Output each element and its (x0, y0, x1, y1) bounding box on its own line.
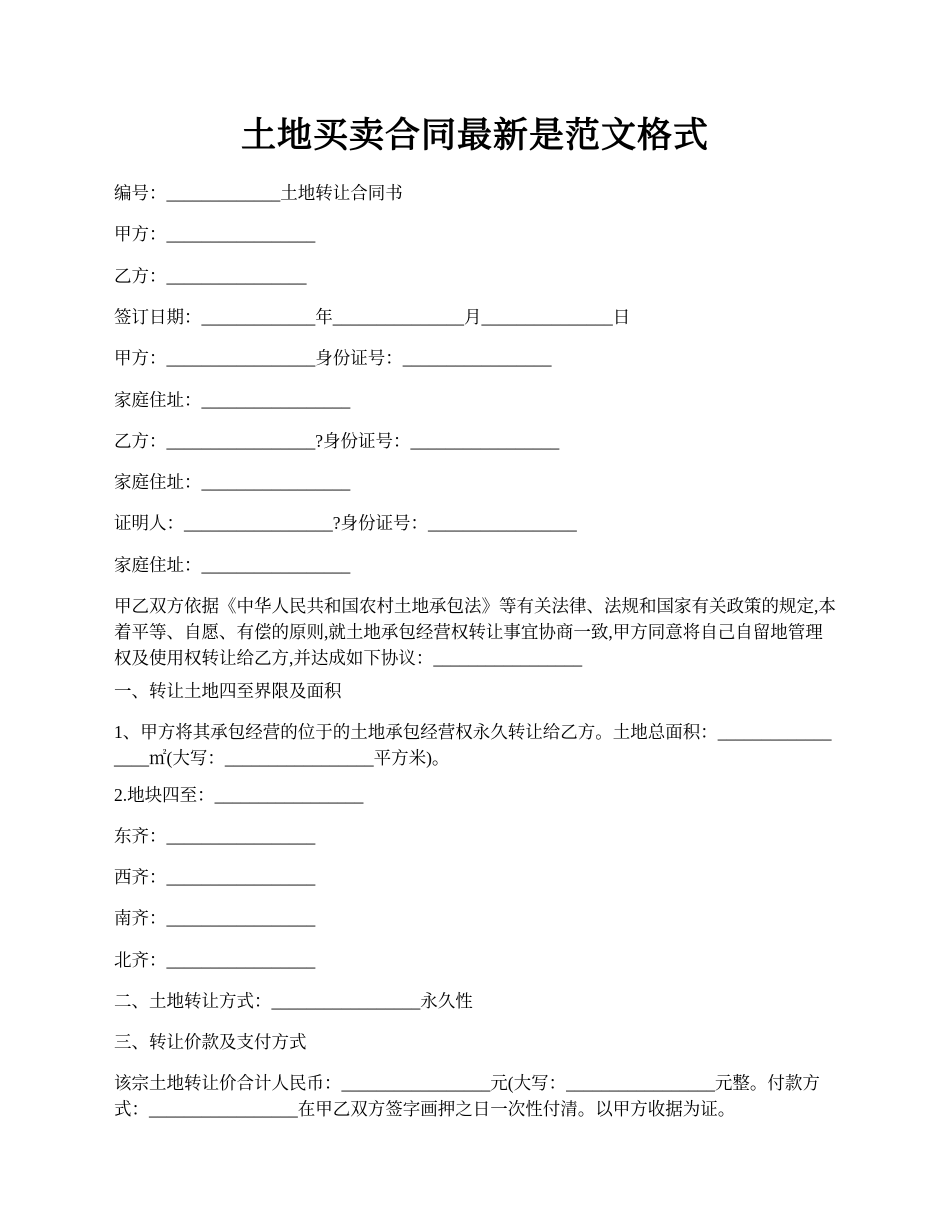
witness-id-line: 证明人：_________________?身份证号：_________________ (114, 513, 577, 533)
section-3-heading: 三、转让价款及支付方式 (114, 1032, 307, 1052)
party-a-address-line: 家庭住址：_________________ (114, 390, 351, 410)
land-area-clause: 1、甲方将其承包经营的位于的土地承包经营权永久转让给乙方。土地总面积：_________________㎡(大写：_________________平方米)。 (114, 722, 832, 768)
party-b-id-line: 乙方：_________________?身份证号：_________________ (114, 431, 560, 451)
west-boundary-line: 西齐：_________________ (114, 867, 316, 887)
boundaries-line: 2.地块四至：_________________ (114, 785, 364, 805)
witness-address-line: 家庭住址：_________________ (114, 555, 351, 575)
section-1-heading: 一、转让土地四至界限及面积 (114, 681, 342, 701)
payment-clause: 该宗土地转让价合计人民币：_________________元(大写：_________________元整。付款方式：_________________在甲乙双方签字画押之日一次性付清。以甲方收据为证。 (114, 1073, 820, 1119)
agreement-preamble: 甲乙双方依据《中华人民共和国农村土地承包法》等有关法律、法规和国家有关政策的规定,本着平等、自愿、有偿的原则,就土地承包经营权转让事宜协商一致,甲方同意将自己自留地管理权及使用权转让给乙方,并达成如下协议：_________________ (114, 596, 836, 668)
contract-number-line: 编号：_____________土地转让合同书 (114, 183, 403, 203)
party-a-line: 甲方：_________________ (114, 224, 316, 244)
north-boundary-line: 北齐：_________________ (114, 950, 316, 970)
document-title: 土地买卖合同最新是范文格式 (240, 116, 709, 155)
south-boundary-line: 南齐：_________________ (114, 908, 316, 928)
party-b-line: 乙方：________________ (114, 266, 307, 286)
party-b-address-line: 家庭住址：_________________ (114, 472, 351, 492)
signing-date-line: 签订日期：_____________年_______________月_______________日 (114, 307, 631, 327)
party-a-id-line: 甲方：_________________身份证号：_________________ (114, 348, 552, 368)
section-2-transfer-method: 二、土地转让方式：_________________永久性 (114, 991, 473, 1011)
east-boundary-line: 东齐：_________________ (114, 826, 316, 846)
